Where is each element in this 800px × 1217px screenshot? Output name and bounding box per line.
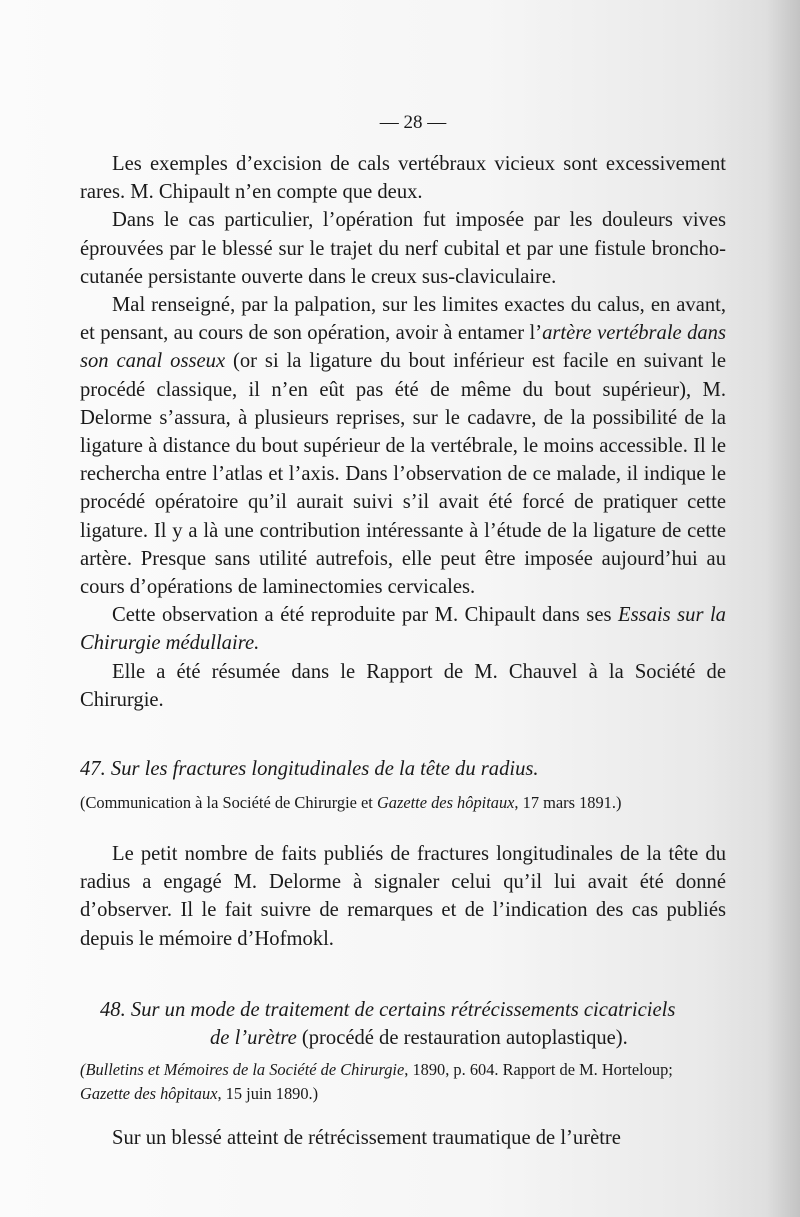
body-text-block-2 [80, 840, 726, 953]
section-48-reference: (Bulletins et Mémoires de la Société de Chirurgie, 1890, p. 604. Rapport de M. Horteloup; Gazette des hôpitaux, 15 juin 1890.) [80, 1060, 673, 1103]
paragraph-chipault-reproduction: Cette observation a été reproduite par M. Chipault dans ses Essais sur la Chirurgie médullaire. [80, 604, 726, 655]
section-47-reference: (Communication à la Société de Chirurgie et Gazette des hôpitaux, 17 mars 1891.) [80, 793, 622, 812]
section-47-title: 47. Sur les fractures longitudinales de la tête du radius. [80, 758, 539, 780]
section-48-title: 48. Sur un mode de traitement de certains rétrécissements cicatriciels de l’urètre (procédé de restauration autoplastique). [100, 999, 676, 1049]
page-edge-shadow [766, 0, 800, 1217]
paragraph-operation-cause: Dans le cas particulier, l’opération fut imposée par les douleurs vives éprouvées par le blessé sur le trajet du nerf cubital et par une fistule broncho-cutanée persistante ouverte dans le creux sus-claviculaire. [80, 209, 726, 288]
body-text-block-1 [80, 150, 726, 714]
paragraph-urethra-patient: Sur un blessé atteint de rétrécissement traumatique de l’urètre [112, 1127, 621, 1149]
paragraph-cal-excision: Les exemples d’excision de cals vertébraux vicieux sont excessivement rares. M. Chipault n’en compte que deux. [80, 153, 726, 204]
page-number: — 28 — [379, 112, 447, 133]
body-text-block-3 [80, 1124, 726, 1152]
section-47 [80, 756, 726, 815]
paragraph-vertebral-artery: Mal renseigné, par la palpation, sur les limites exactes du calus, en avant, et pensant, au cours de son opération, avoir à entamer l’artère vertébrale dans son canal osseux (or si la ligature du bout inférieur est facile en suivant le procédé classique, il n’en eût pas été de même du bout supérieur), M. Delorme s’assura, à plusieurs reprises, sur le cadavre, de la possibilité de la ligature à distance du bout supérieur de la vertébrale, le moins accessible. Il le rechercha entre l’atlas et l’axis. Dans l’observation de ce malade, il indique le procédé opératoire qu’il aurait suivi s’il avait été forcé de pratiquer cette ligature. Il y a là une contribution intéressante à l’étude de la ligature de cette artère. Presque sans utilité autrefois, elle peut être imposée aujourd’hui au cours d’opérations de laminectomies cervicales. [80, 294, 727, 599]
paragraph-chauvel-report: Elle a été résumée dans le Rapport de M. Chauvel à la Société de Chirurgie. [80, 660, 726, 711]
paragraph-radius-fractures: Le petit nombre de faits publiés de fractures longitudinales de la tête du radius a engagé M. Delorme à signaler celui qu’il lui avait été donné d’observer. Il le fait suivre de remarques et de l’indication des cas publiés depuis le mémoire d’Hofmokl. [80, 843, 726, 950]
section-48 [80, 996, 726, 1106]
